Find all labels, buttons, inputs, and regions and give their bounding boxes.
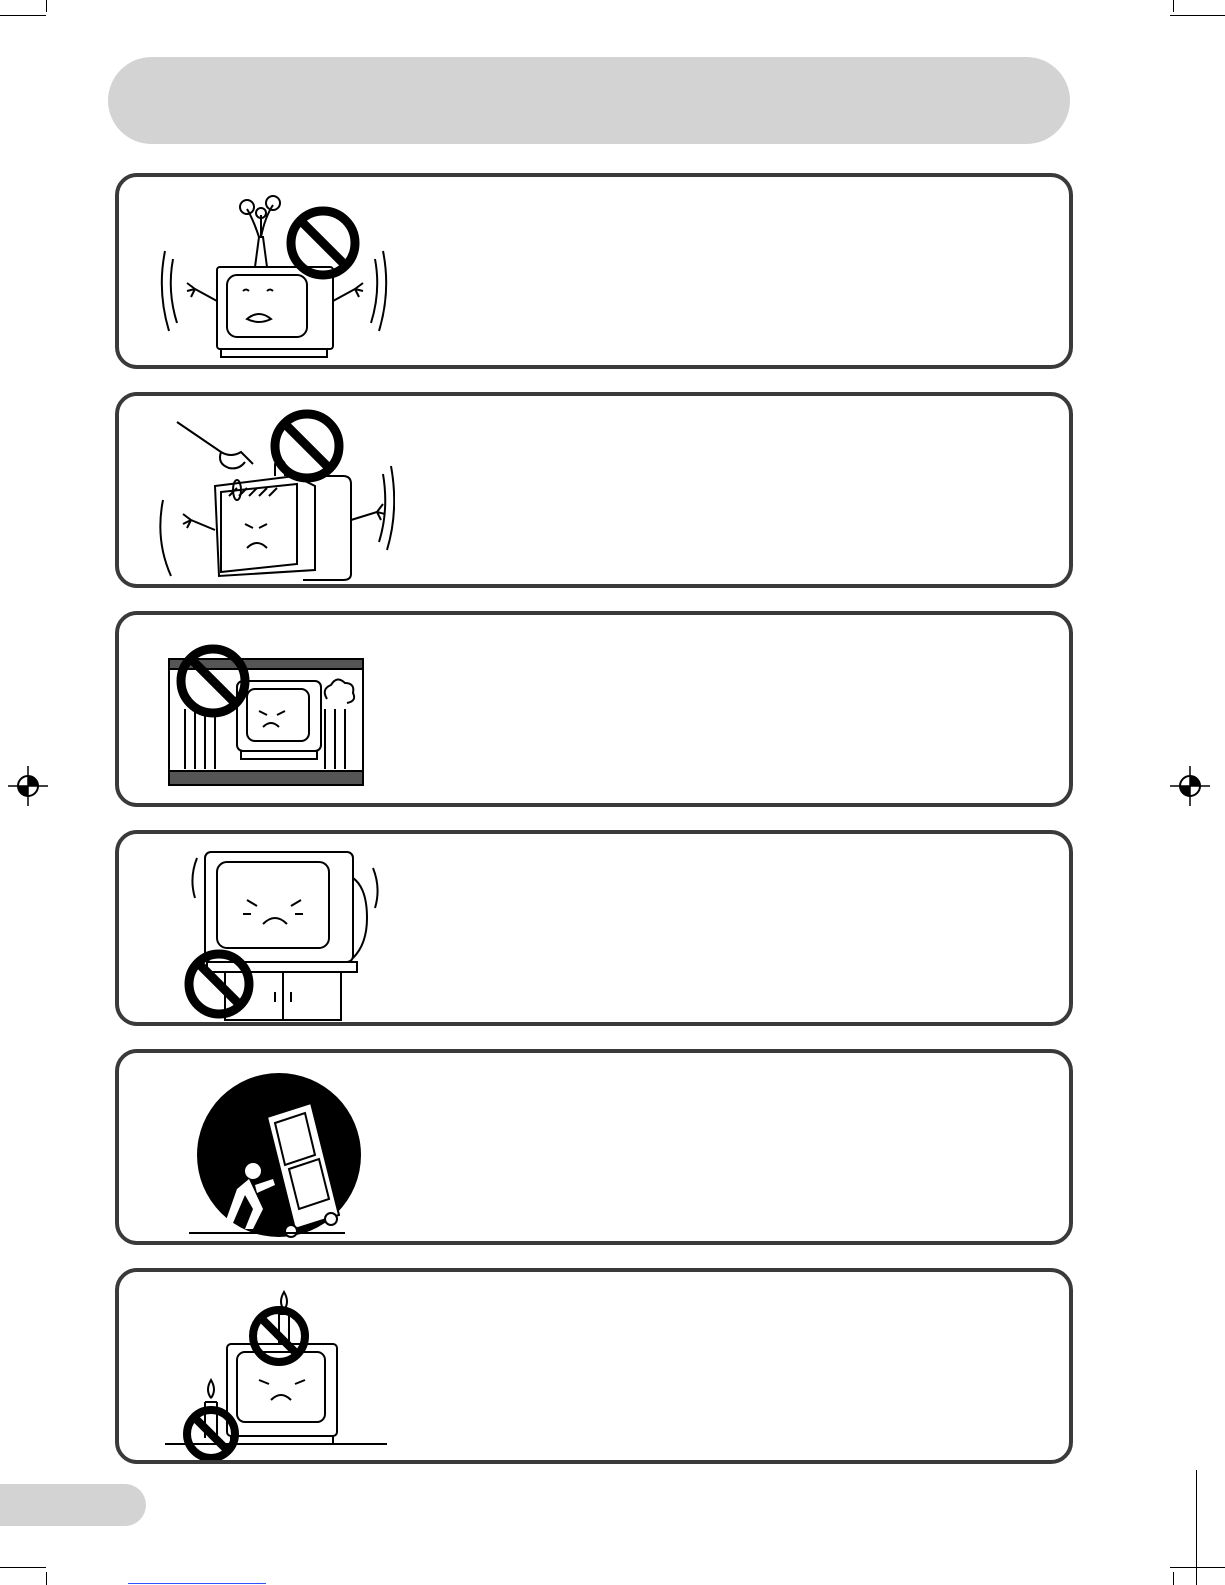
page-number-tab [0, 1484, 146, 1526]
warning-panel [115, 830, 1073, 1026]
warning-panel [115, 611, 1073, 807]
crop-mark [0, 1567, 46, 1568]
crop-mark [1196, 1470, 1197, 1585]
warning-panel [115, 1268, 1073, 1464]
crop-mark [46, 1572, 47, 1585]
registration-mark-icon [8, 766, 48, 806]
header-bar [108, 57, 1070, 144]
bottom-link-underline [128, 1583, 266, 1584]
tv-candle-flame-prohibited-icon [155, 1276, 395, 1460]
tv-unstable-stand-prohibited-icon [155, 838, 395, 1022]
crop-mark [46, 0, 47, 12]
crop-mark [1170, 1567, 1225, 1568]
warning-panel [115, 173, 1073, 369]
crop-mark [1173, 1572, 1174, 1585]
warning-panel [115, 392, 1073, 588]
crop-mark [0, 15, 46, 16]
warning-panel [115, 1049, 1073, 1245]
crop-mark [1173, 0, 1174, 12]
crop-mark [1170, 15, 1225, 16]
tv-vase-prohibited-icon [155, 181, 395, 365]
tv-enclosed-shelf-prohibited-icon [155, 619, 395, 803]
registration-mark-icon [1170, 766, 1210, 806]
tv-back-cover-coin-prohibited-icon [155, 400, 395, 584]
prohibition-sign [275, 414, 339, 478]
cart-tipover-warning-icon [155, 1057, 395, 1241]
prohibition-sign [291, 211, 355, 275]
